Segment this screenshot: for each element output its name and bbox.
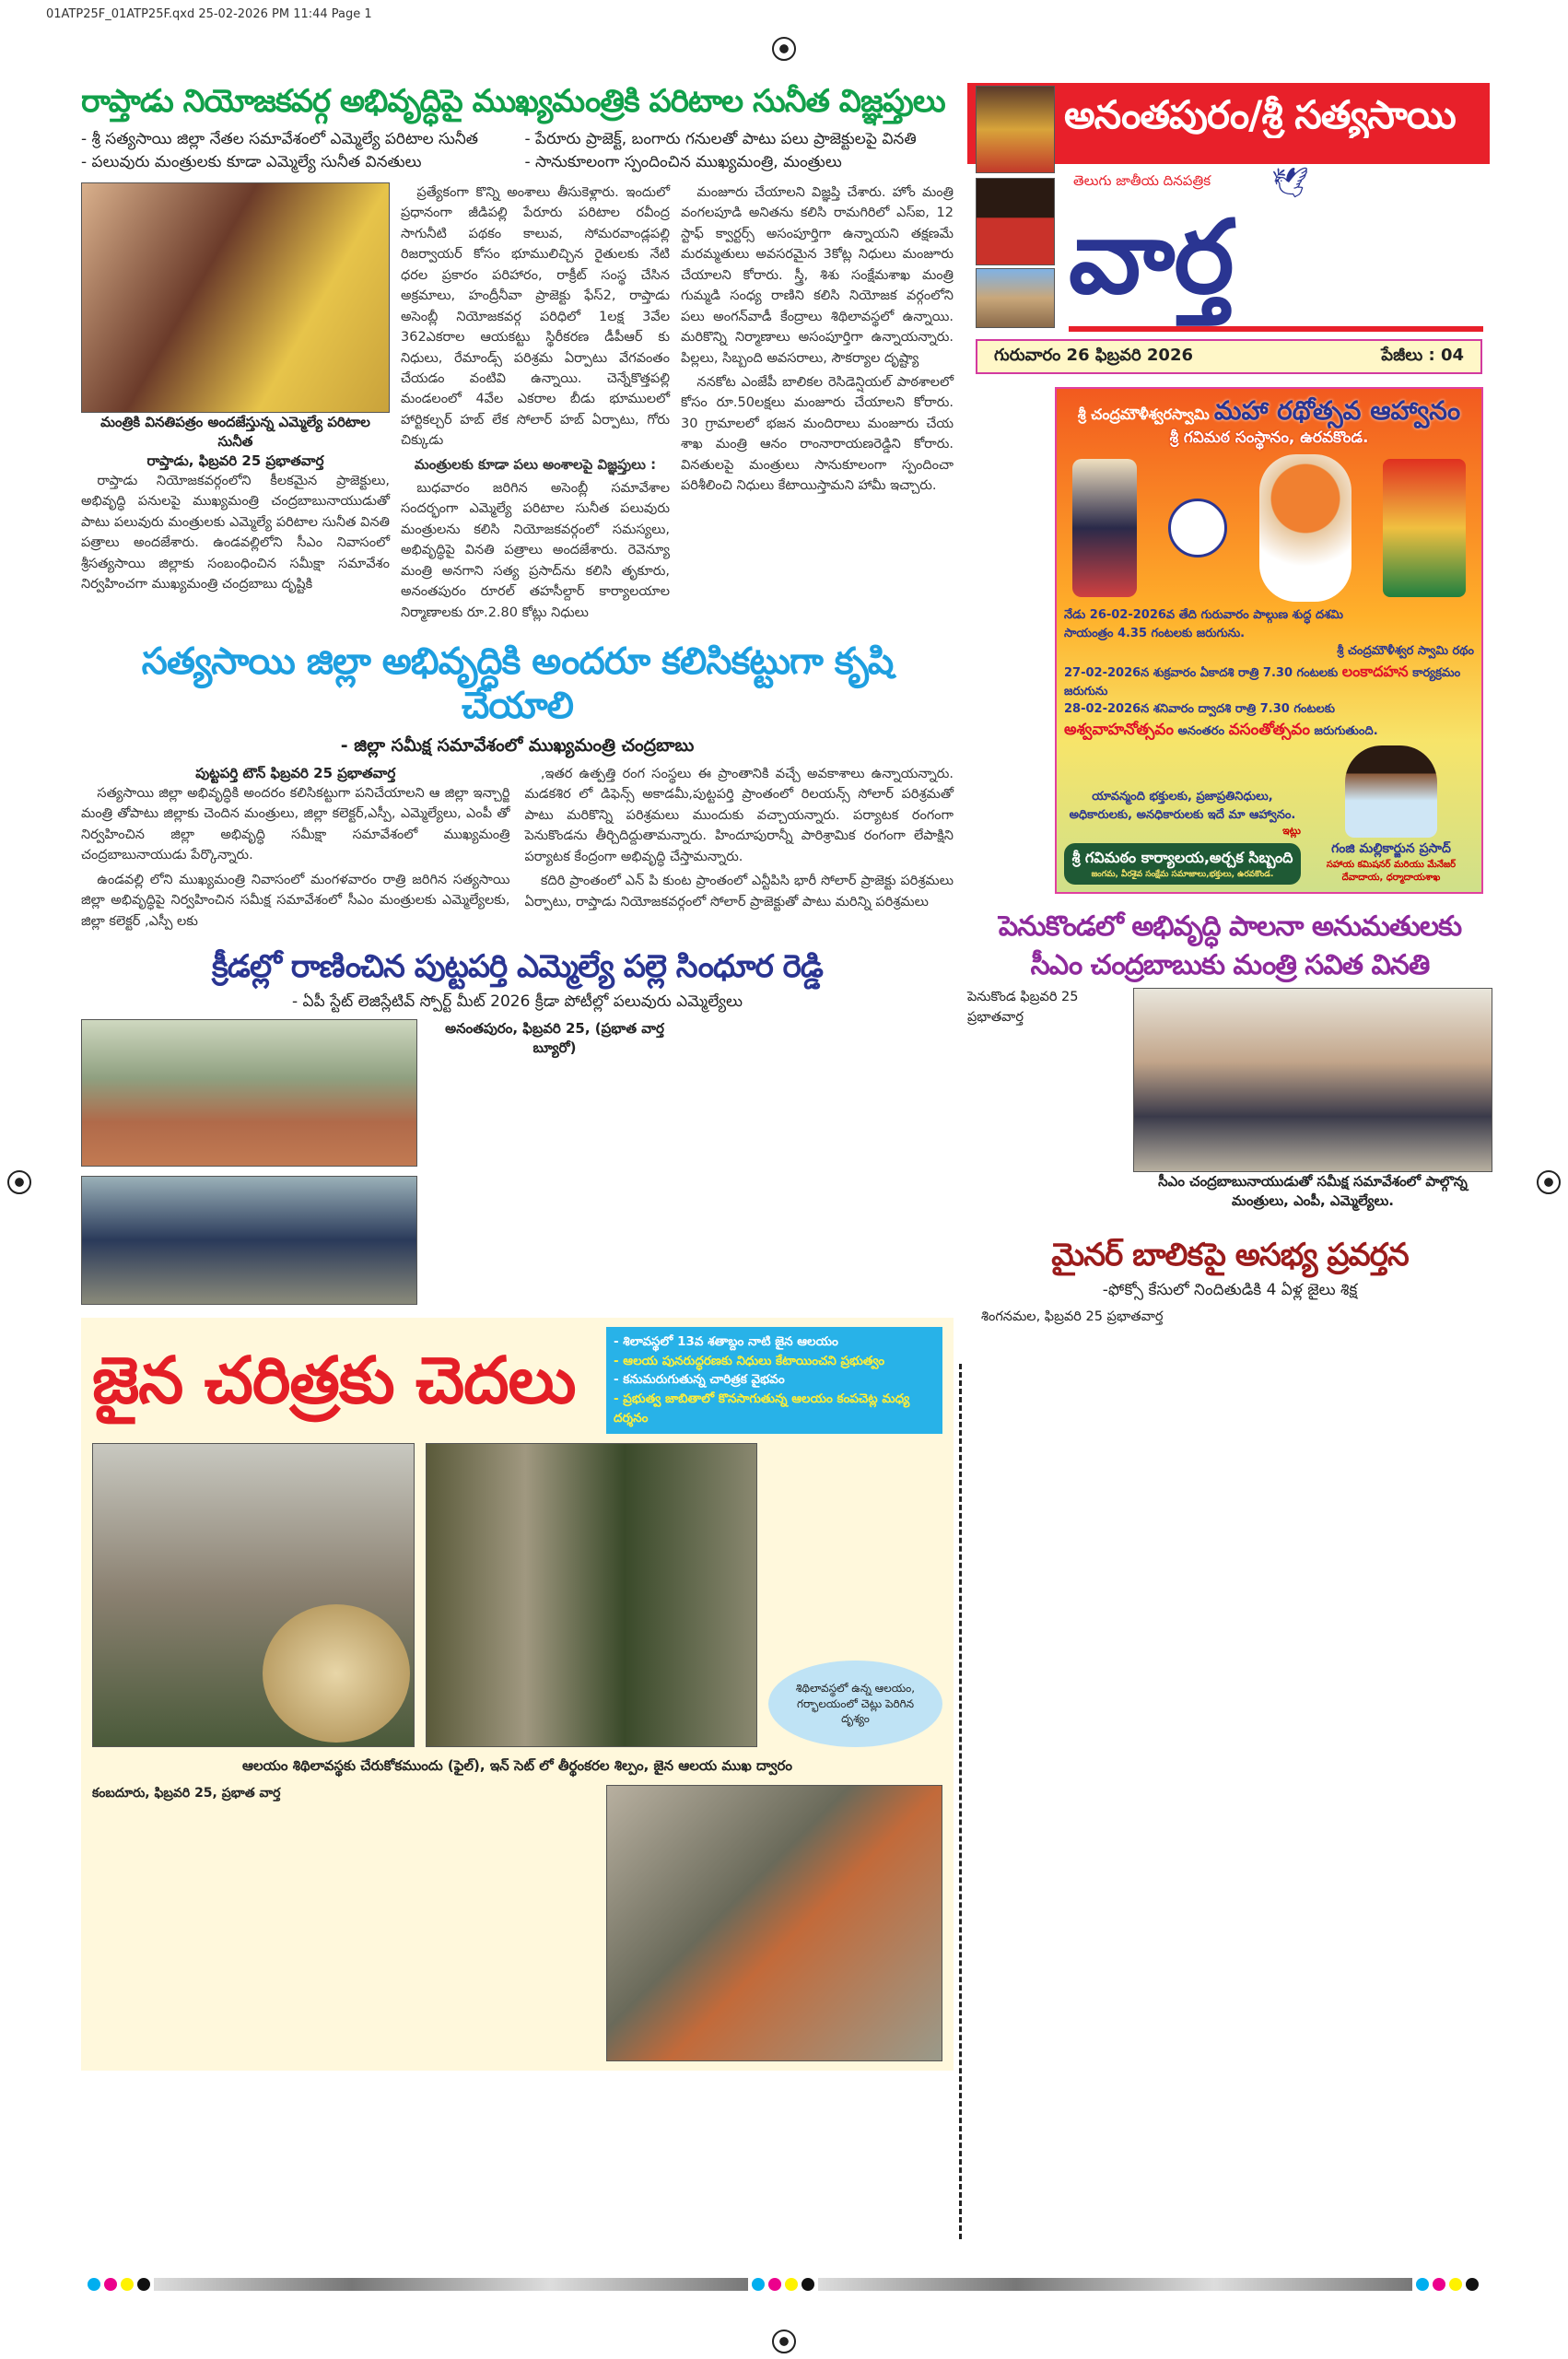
highlight: - ప్రభుత్వ జాబితాలో కొనసాగుతున్న ఆలయం కంపచెట్ల మధ్య దర్శనం	[614, 1391, 910, 1426]
dateline: శింగనమల, ఫిబ్రవరి 25 ప్రభాతవార్త	[981, 1309, 1164, 1324]
article-headline: రాప్తాడు నియోజకవర్గ అభివృద్ధిపై ముఖ్యమంత్రికి పరిటాల సునీత విజ్ఞప్తులు	[81, 83, 945, 120]
ad-text: ఇట్లు	[1282, 825, 1301, 838]
article-penukonda	[967, 910, 1492, 1211]
issue-date: గురువారం 26 ఫిబ్రవరి 2026	[994, 345, 1194, 365]
photo-caption: మంత్రికి వినతిపత్రం అందజేస్తున్న ఎమ్మెల్యే పరిటాల సునీత	[100, 413, 370, 450]
ad-text: లంకాదహన	[1341, 662, 1409, 680]
article-headline: జైన చరిత్రకు చెదలు	[92, 1342, 576, 1418]
article-subhead: మంత్రులకు కూడా పలు అంశాలపై విజ్ఞప్తులు :	[414, 455, 657, 473]
article-headline: సీఎం చంద్రబాబుకు మంత్రి సవిత వినతి	[1030, 949, 1430, 982]
right-column	[967, 81, 1492, 1328]
dateline: అనంతపురం, ఫిబ్రవరి 25, (ప్రభాత వార్త బ్యూరో)	[445, 1019, 664, 1056]
dateline: రాప్తాడు, ఫిబ్రవరి 25 ప్రభాతవార్త	[146, 452, 324, 469]
ad-text: జంగమ, వీరశైవ సంక్షేమ సమాజాలు,భక్తులు, ఉరవకొండ.	[1091, 869, 1274, 879]
photo-sathya-sai-baba	[976, 178, 1055, 265]
registration-mark-icon	[7, 1170, 31, 1194]
article-subtitle: -ఫోక్సో కేసులో నిందితుడికి 4 ఏళ్ల జైలు శిక్ష	[1102, 1280, 1358, 1299]
ad-text: 27-02-2026న శుక్రవారం ఏకాదశి రాత్రి 7.30 గంటలకు	[1064, 665, 1339, 680]
highlights-box	[606, 1327, 942, 1435]
registration-mark-icon	[772, 2330, 796, 2353]
dateline: కంబదూరు, ఫిబ్రవరి 25, ప్రభాత వార్త	[92, 1786, 281, 1802]
dateline: పెనుకొండ ఫిబ్రవరి 25 ప్రభాతవార్త	[967, 990, 1079, 1025]
article-bullet: - పేరూరు ప్రాజెక్ట్, బంగారు గనులతో పాటు పలు ప్రాజెక్టులపై వినతి	[524, 129, 917, 148]
dove-icon: 🕊	[1271, 165, 1309, 200]
seal-icon	[1168, 499, 1227, 557]
ad-text: అధికారులకు, అనధికారులకు ఇదే మా ఆహ్వానం.	[1069, 807, 1296, 822]
photo-mla-team	[81, 1176, 417, 1305]
ad-text: సహాయ కమిషనర్ మరియు మేనేజర్	[1326, 860, 1457, 871]
photo-tirthankara-sculpture	[263, 1604, 410, 1743]
ad-text: సాయంత్రం 4.35 గంటలకు జరుగును.	[1064, 626, 1246, 640]
ad-organization: శ్రీ గవిమఠ సంస్థానం, ఉరవకొండ.	[1169, 428, 1369, 448]
ad-text: శ్రీ చంద్రమౌళీశ్వర స్వామి రథం	[1337, 644, 1474, 659]
ad-title: మహా రథోత్సవ ఆహ్వానం	[1213, 395, 1461, 426]
festival-advertisement	[1055, 387, 1483, 894]
photo-deity	[976, 86, 1055, 173]
masthead	[967, 81, 1492, 376]
photo-volleyball-match	[81, 1019, 417, 1167]
article-bullet: - సానుకూలంగా స్పందించిన ముఖ్యమంత్రి, మంత్రులు	[524, 153, 842, 172]
ad-text: దేవాదాయ, ధర్మాదాయశాఖ	[1341, 873, 1441, 884]
ad-text: అనంతరం	[1177, 723, 1225, 738]
article-sports-meet	[81, 948, 954, 1305]
ad-text: యావన్మంది భక్తులకు, ప్రజాప్రతినిధులు,	[1092, 790, 1273, 804]
photo-manager	[1345, 745, 1437, 838]
newspaper-logo: వార్త	[1069, 198, 1234, 316]
photo-caption: సీఎం చంద్రబాబునాయుడుతో సమీక్ష సమావేశంలో పాల్గొన్న మంత్రులు, ఎంపీ, ఎమ్మెల్యేలు.	[1158, 1173, 1468, 1210]
photo-temple-file	[92, 1443, 415, 1747]
article-headline: సత్యసాయి జిల్లా అభివృద్ధికి అందరూ కలిసికట్టుగా కృషి చేయాలి	[141, 640, 894, 728]
article-body: రాప్తాడు నియోజకవర్గంలోని కీలకమైన ప్రాజెక్టులు, అభివృద్ధి పనులపై ముఖ్యమంత్రి చంద్రబాబునాయుడుతో పాటు పలువురు మంత్రులకు ఎమ్మెల్యే పరిటాల సునీత వినతి పత్రాలు అందజేశారు. ఉండవల్లిలోని సీఎం నివాసంలో శ్రీసత్యసాయి జిల్లాకు సంబంధించిన సమీక్షా సమావేశం నిర్వహించగా ముఖ్యమంత్రి చంద్రబాబు దృష్టికి	[81, 473, 390, 593]
article-bullet: - పలువురు మంత్రులకు కూడా ఎమ్మెల్యే సునీత వినతులు	[81, 153, 422, 172]
page-slug: 01ATP25F_01ATP25F.qxd 25-02-2026 PM 11:44 Page 1	[46, 7, 372, 21]
article-subtitle: - జిల్లా సమీక్ష సమావేశంలో ముఖ్యమంత్రి చంద్రబాబు	[340, 735, 695, 757]
print-color-bar	[88, 2276, 1479, 2293]
article-headline: పెనుకొండలో అభివృద్ధి పాలనా అనుమతులకు	[998, 910, 1462, 944]
tagline: తెలుగు జాతీయ దినపత్రిక	[1073, 172, 1211, 189]
article-body: ప్రత్యేకంగా కొన్ని అంశాలు తీసుకెళ్లారు. ఇందులో ప్రధానంగా జీడిపల్లి పేరూరు పరిటాల రవీంద్ర సాగునీటి పథకం కాలువ, సోమరవాండ్లపల్లి రిజర్వాయర్ కోసం భూములిచ్చిన రైతులకు నేటి ధరల ప్రకారం పరిహారం, రాక్రీట్ సంస్థ చేసిన అక్రమాలు, హంద్రీనీవా ప్రాజెక్టు ఫేస్2, రాప్తాడు అసెంబ్లీ నియోజకవర్గ పరిధిలో 1లక్ష 3వేల 362ఎకరాల ఆయకట్టు స్థిరీకరణ డీపీఆర్ కు నిధులు, రేమాండ్స్ పరిశ్రమ ఏర్పాటు వేగవంతం చేయడం వంటివి ఉన్నాయి. చెన్నేకొత్తపల్లి మండలంలో 4వేల ఎకరాల బీడు భూములలో హార్టికల్చర్ హబ్ లేక సోలార్ హబ్ ఏర్పాటు, గోరు చిక్కుడు మంత్రులకు కూడా పలు అంశాలపై విజ్ఞప్తులు : బుధవారం జరిగిన అసెంబ్లీ సమావేశాల సందర్భంగా ఎమ్మెల్యే పరిటాల సునీత పలువురు మంత్రులను కలిసి నియోజకవర్గంలో సమస్యలు, అభివృద్ధిపై వినతి పత్రాలు అందజేశారు. రెవెన్యూ మంత్రి అనగాని సత్య ప్రసాద్‌ను కలిసి తృకూరు, అనంతపురం రూరల్ తహసీల్దార్ కార్యాలయాల నిర్మాణాలకు రూ.2.80 కోట్లు నిధులు	[401, 184, 670, 620]
ad-text: జరుగుతుంది.	[1314, 723, 1378, 738]
photo-nandi-statue	[976, 268, 1055, 328]
photo-callout: శిథిలావస్థలో ఉన్న ఆలయం, గర్భాలయంలో చెట్లు పెరిగిన దృశ్యం	[768, 1661, 942, 1747]
highlight: - శిలావస్థలో 13వ శతాబ్దం నాటి జైన ఆలయం	[614, 1333, 838, 1349]
ad-text: నేడు 26-02-2026వ తేది గురువారం పాల్గుణ శుద్ధ దశమి	[1064, 608, 1344, 623]
article-body: ,ఇతర ఉత్పత్తి రంగ సంస్థలు ఈ ప్రాంతానికి వచ్చే అవకాశాలు ఉన్నాయన్నారు. మడకశిర లో డిఫెన్స్ అకాడమీ,పుట్టపర్తి ప్రాంతంలో రిలయన్స్ సోలార్ పరిశ్రమతో పాటు మరికొన్ని పరిశ్రమలు ముందుకు వచ్చాయన్నారు. పర్యాటక రంగంగా పెనుకొండను తీర్చిదిద్దుతామన్నారు. హిందూపురాన్నీ పారిశ్రామిక రంగంగా లేపాక్షిని పర్యాటక కేంద్రంగా అభివృద్ధి చేస్తామన్నారు. కదిరి ప్రాంతంలో ఎన్ పి కుంట ప్రాంతంలో ఎన్టీపిసి భారీ సోలార్ ప్రాజెక్టు పరిశ్రమలు ఏర్పాటు, రాప్తాడు నియోజకవర్గంలో సోలార్ ప్రాజెక్టుతో పాటు మరిన్ని పరిశ్రమలు	[524, 766, 954, 910]
photo-swami	[1259, 454, 1352, 602]
article-headline: క్రీడల్లో రాణించిన పుట్టపర్తి ఎమ్మెల్యే పల్లె సింధూర రెడ్డి	[212, 948, 823, 986]
ad-text: అశ్వవాహనోత్సవం	[1064, 720, 1174, 739]
article-subtitle: - ఏపీ స్టేట్ లెజిస్లేటివ్ స్పోర్ట్ మీట్ 2026 క్రీడా పోటీల్లో పలువురు ఎమ్మెల్యేలు	[292, 992, 743, 1011]
article-raptadu	[81, 83, 954, 627]
feature-panel	[81, 1318, 954, 2071]
registration-mark-icon	[1537, 1170, 1561, 1194]
column-divider	[959, 1364, 962, 2239]
article-pocso	[967, 1237, 1492, 1327]
photo-mla-memorandum	[81, 182, 390, 413]
article-body: సత్యసాయి జిల్లా అభివృద్ధికి అందరం కలిసికట్టుగా పనిచేయాలని ఆ జిల్లా ఇన్చార్జి మంత్రి తోపాటు జిల్లాకు చెందిన మంత్రులు, జిల్లా కలెక్టర్,ఎస్పీ, ఎమ్మెల్యేలు, ఎంపీ తో నిర్వహించిన జిల్లా అభివృద్ధి సమీక్షా సమావేశంలో ముఖ్యమంత్రి చంద్రబాబునాయుడు పేర్కొన్నారు. ఉండవల్లి లోని ముఖ్యమంత్రి నివాసంలో మంగళవారం రాత్రి జరిగిన సత్యసాయి జిల్లా అభివృద్ధిపై నిర్వహించిన సమీక్ష సమావేశంలో సీఎం మంత్రులకు ఎమ్మెల్యేలకు, జిల్లా కలెక్టర్ ,ఎస్పీ లకు	[81, 785, 510, 929]
photo-cm-meeting	[1133, 988, 1492, 1172]
article-body: మంజూరు చేయాలని విజ్ఞప్తి చేశారు. హోం మంత్రి వంగలపూడి అనితను కలిసి రామగిరిలో ఎస్ఐ, 12 స్టాఫ్ క్వార్టర్స్ అసంపూర్తిగా ఉన్నాయని తక్షణమే మరమ్మతులు అవసరమైన 3కోట్ల నిధులు మంజూరు చేయాలని కోరారు. స్త్రీ, శిశు సంక్షేమశాఖ మంత్రి గుమ్మడి సంధ్య రాణిని కలిసి నియోజక వర్గంలోని పలు అంగన్‌వాడీ కేంద్రాలు శిథిలావస్థలో ఉన్నాయి. మరికొన్ని నిర్మాణాలు అసంపూర్తిగా ఉన్నాయన్నారు. పిల్లలు, సిబ్బంది అవసరాలు, సౌకర్యాల దృష్ట్యా ననకోట ఎంజేపీ బాలికల రెసిడెన్షియల్ పాఠశాలలో కోసం రూ.50లక్షలు మంజూరు చేయాలని కోరారు. 30 గ్రామాలలో భజన మందిరాలు మంజూరు చేయ శాఖ మంత్రి ఆనం రాంనారాయణరెడ్డిని కోరారు. వినతులపై మంత్రులు సానుకూలంగా స్పందించా పరిశీలించి నిధులు కేటాయిస్తామని హామీ ఇచ్చారు.	[681, 184, 954, 494]
photo-ruined-temple	[606, 1785, 942, 2061]
ad-text: గంజి మల్లికార్జున ప్రసాద్	[1331, 841, 1451, 857]
registration-mark-icon	[772, 37, 796, 61]
article-sathyasai-district	[81, 640, 954, 935]
page-count: పేజీలు : 04	[1381, 345, 1464, 365]
photo-caption: ఆలయం శిథిలావస్థకు చేరుకోకముందు (ఫైల్), ఇన్ సెట్ లో తీర్థంకరల శిల్పం, జైన ఆలయ ముఖ ద్వారం	[242, 1757, 792, 1775]
photo-deity	[1072, 459, 1137, 597]
highlight: - ఆలయ పునరుద్ధరణకు నిధులు కేటాయించని ప్రభుత్వం	[614, 1353, 885, 1368]
ad-text: వసంతోత్సవం	[1228, 720, 1310, 739]
photo-chariot	[1383, 459, 1466, 597]
edition-name: అనంతపురం/శ్రీ సత్యసాయి	[1064, 92, 1456, 137]
dateline: పుట్టపర్తి టౌన్ ఫిబ్రవరి 25 ప్రభాతవార్త	[195, 764, 396, 781]
left-column	[81, 83, 954, 2071]
photo-temple-doorway	[426, 1443, 757, 1747]
ad-text: 28-02-2026న శనివారం ద్వాదశి రాత్రి 7.30 గంటలకు	[1064, 702, 1336, 717]
highlight: - కనుమరుగుతున్న చారిత్రక వైభవం	[614, 1372, 785, 1388]
ad-text: శ్రీ గవిమఠం కార్యాలయ,అర్చక సిబ్బంది	[1071, 848, 1293, 866]
article-headline: మైనర్ బాలికపై అసభ్య ప్రవర్తన	[1051, 1237, 1409, 1274]
ad-title-small: శ్రీ చంద్రమౌళీశ్వరస్వామి	[1077, 405, 1210, 423]
article-bullet: - శ్రీ సత్యసాయి జిల్లా నేతల సమావేశంలో ఎమ్మెల్యే పరిటాల సునీత	[81, 129, 479, 148]
ad-text: కార్యక్రమం జరుగును	[1064, 665, 1461, 698]
